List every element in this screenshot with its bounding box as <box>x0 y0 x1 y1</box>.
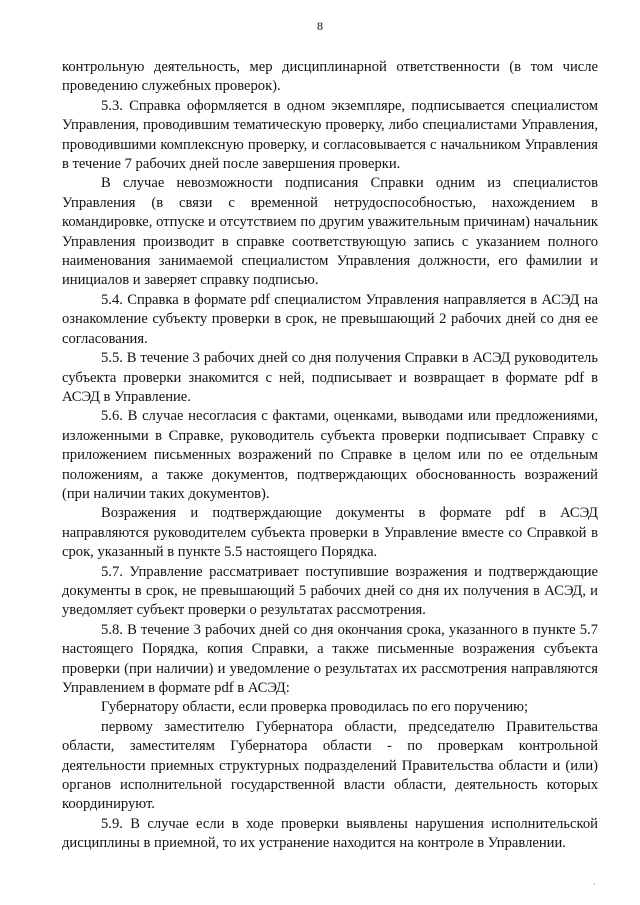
corner-mark: · <box>593 879 596 889</box>
paragraph-objections: Возражения и подтверждающие документы в формате pdf в АСЭД направляются руководителем субъекта проверки в Управление вместе со Справкой в срок, указанный в пункте 5.5 настоящего Порядка. <box>62 505 598 561</box>
paragraph-5-8: 5.8. В течение 3 рабочих дней со дня окончания срока, указанного в пункте 5.7 настоящего Порядка, копия Справки, а также письменные возражения субъекта проверки (при наличии) и уведомление о результатах их рассмотрения направляются Управлением в формате pdf в АСЭД: <box>62 621 598 696</box>
paragraph-signing-impossible: В случае невозможности подписания Справки одним из специалистов Управления (в связи с временной нетрудоспособностью, нахождением в командировке, отпуске и отсутствием по другим уважительным причинам) начальник Управления производит в справке соответствующую запись с указанием полного наименования занимаемой специалистом Управления должности, его фамилии и инициалов и заверяет справку подписью. <box>62 175 598 289</box>
paragraph-deputies: первому заместителю Губернатора области, председателю Правительства области, заместителям Губернатора области - по проверкам контрольной деятельности приемных структурных подразделений Правительства области и (или) органов исполнительной государственной власти области, деятельность которых координируют. <box>62 718 598 813</box>
paragraph-5-5: 5.5. В течение 3 рабочих дней со дня получения Справки в АСЭД руководитель субъекта проверки знакомится с ней, подписывает и возвращает в формате pdf в АСЭД в Управление. <box>62 350 598 405</box>
page-number: 8 <box>317 19 323 33</box>
paragraph-5-3: 5.3. Справка оформляется в одном экземпляре, подписывается специалистом Управления, проводившим тематическую проверку, либо специалистами Управления, проводившими комплексную проверку, и согласовывается с начальником Управления в течение 7 рабочих дней после завершения проверки. <box>62 97 598 173</box>
paragraph-5-7: 5.7. Управление рассматривает поступившие возражения и подтверждающие документы в срок, не превышающий 5 рабочих дней со дня их получения в АСЭД, и уведомляет субъект проверки о результатах рассмотрения. <box>62 563 598 619</box>
paragraph-continuation: контрольную деятельность, мер дисциплинарной ответственности (в том числе проведению служебных проверок). <box>62 59 598 95</box>
paragraph-governor: Губернатору области, если проверка проводилась по его поручению; <box>101 699 529 716</box>
document-body <box>62 58 598 854</box>
paragraph-5-9: 5.9. В случае если в ходе проверки выявлены нарушения исполнительской дисциплины в приемной, то их устранение находится на контроле в Управлении. <box>62 815 598 852</box>
paragraph-5-4: 5.4. Справка в формате pdf специалистом Управления направляется в АСЭД на ознакомление субъекту проверки в срок, не превышающий 2 рабочих дней со дня ее согласования. <box>62 291 598 347</box>
paragraph-5-6: 5.6. В случае несогласия с фактами, оценками, выводами или предложениями, изложенными в Справке, руководитель субъекта проверки подписывает Справку с приложением письменных возражений по Справке в целом или по ее отдельным положениям, а также документов, подтверждающих обоснованность возражений (при наличии таких документов). <box>62 408 598 502</box>
